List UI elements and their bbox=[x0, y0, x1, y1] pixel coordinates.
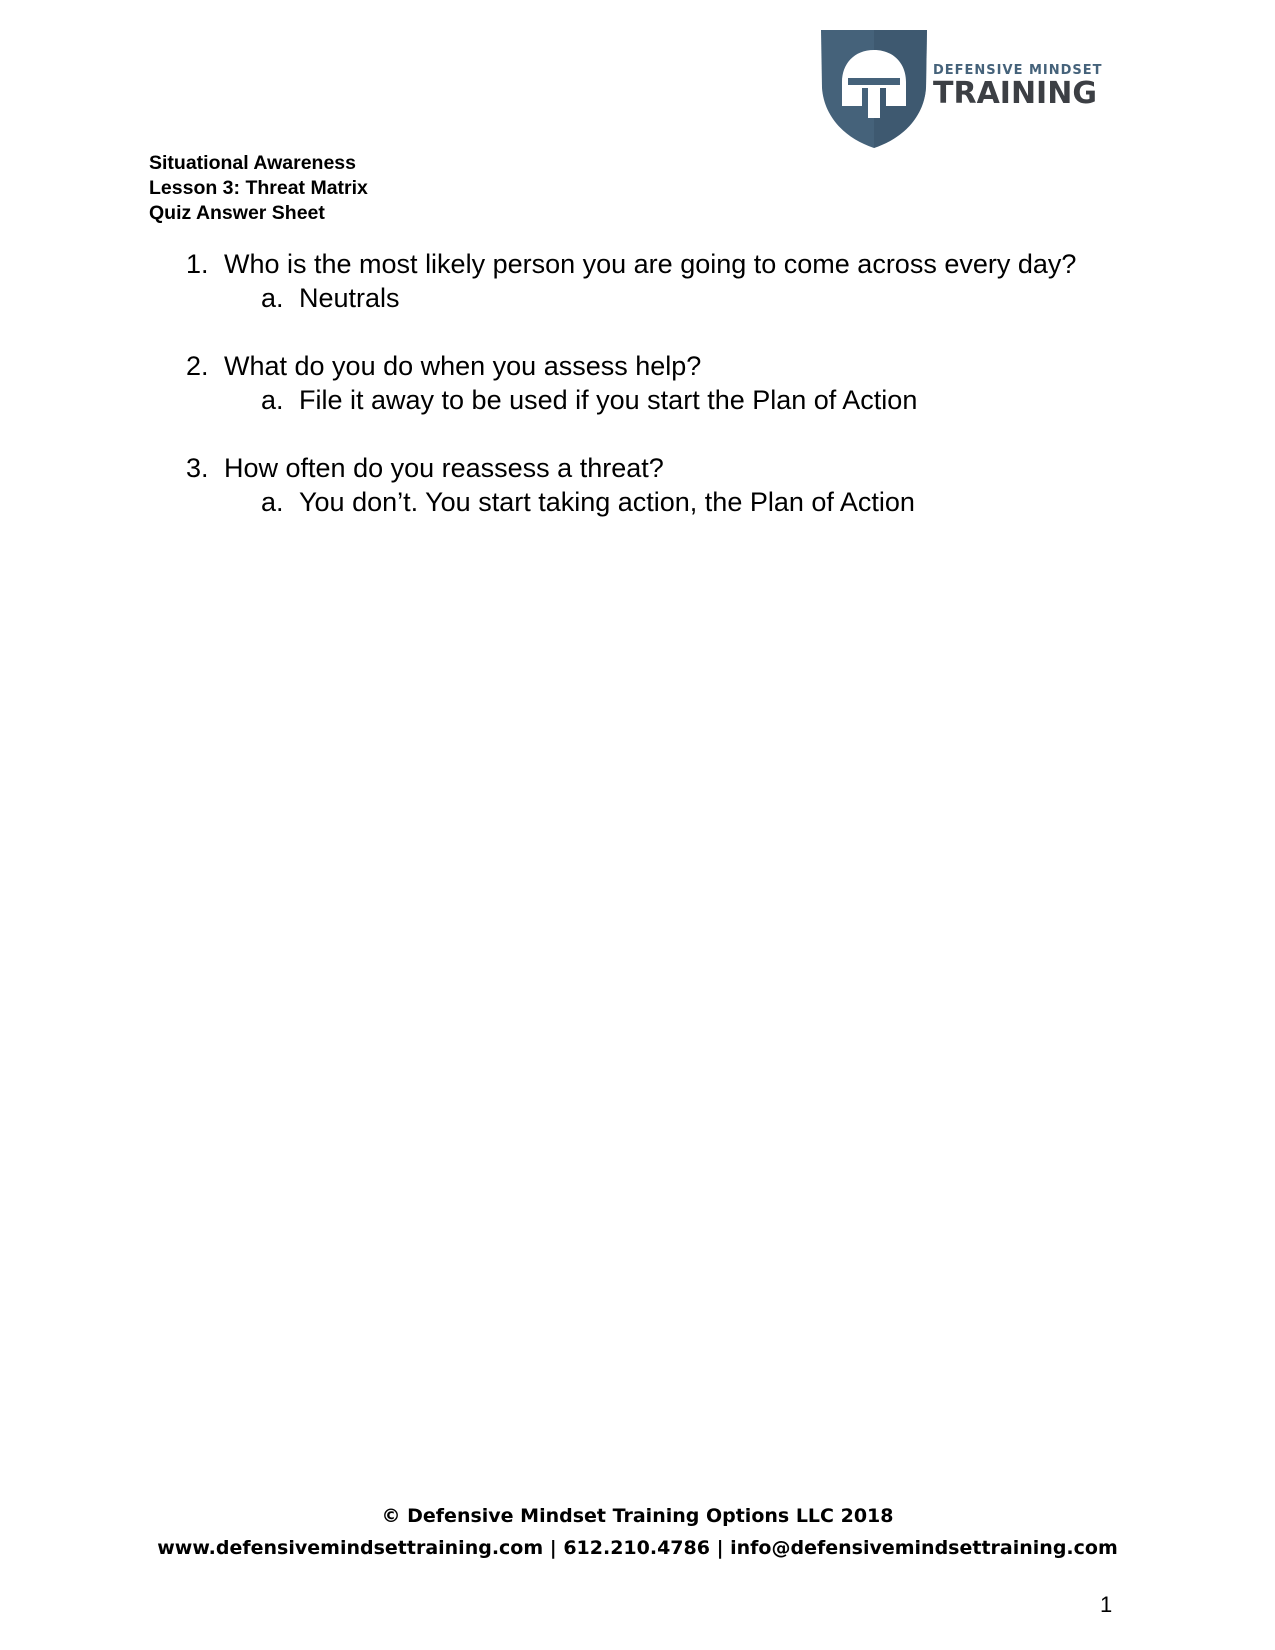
answer-letter: a. bbox=[261, 283, 284, 313]
answer-row bbox=[0, 281, 1275, 315]
answer-text: Neutrals bbox=[299, 283, 400, 313]
lesson-title: Lesson 3: Threat Matrix bbox=[149, 177, 368, 199]
question-list bbox=[0, 247, 1275, 553]
answer-letter: a. bbox=[261, 385, 284, 415]
logo-wordmark: TRAINING bbox=[933, 76, 1097, 111]
question-row bbox=[0, 247, 1275, 281]
copyright-notice: © Defensive Mindset Training Options LLC 2018 bbox=[381, 1505, 894, 1527]
question-text: How often do you reassess a threat? bbox=[224, 453, 664, 483]
course-title: Situational Awareness bbox=[149, 152, 356, 174]
sheet-title: Quiz Answer Sheet bbox=[149, 202, 325, 224]
question-number: 1. bbox=[186, 249, 209, 279]
question-item bbox=[0, 451, 1275, 519]
question-number: 2. bbox=[186, 351, 209, 381]
page-number: 1 bbox=[1100, 1592, 1113, 1617]
question-row bbox=[0, 451, 1275, 485]
helmet-icon bbox=[818, 28, 930, 150]
answer-row bbox=[0, 383, 1275, 417]
question-item bbox=[0, 349, 1275, 417]
logo-tagline: DEFENSIVE MINDSET bbox=[933, 63, 1103, 78]
answer-letter: a. bbox=[261, 487, 284, 517]
question-number: 3. bbox=[186, 453, 209, 483]
company-logo bbox=[818, 28, 1108, 152]
answer-text: You don’t. You start taking action, the Plan of Action bbox=[299, 487, 915, 517]
question-text: What do you do when you assess help? bbox=[224, 351, 702, 381]
question-text: Who is the most likely person you are going to come across every day? bbox=[224, 249, 1077, 279]
document-header bbox=[149, 151, 368, 226]
question-item bbox=[0, 247, 1275, 315]
answer-row bbox=[0, 485, 1275, 519]
question-row bbox=[0, 349, 1275, 383]
contact-line: www.defensivemindsettraining.com | 612.210.4786 | info@defensivemindsettraining.com bbox=[157, 1537, 1118, 1559]
answer-text: File it away to be used if you start the Plan of Action bbox=[299, 385, 918, 415]
page-footer bbox=[0, 1500, 1275, 1564]
